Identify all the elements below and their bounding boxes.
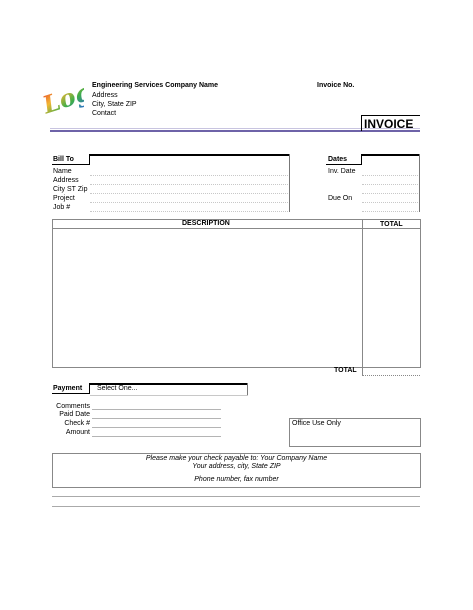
due-on-label: Due On [328, 195, 353, 202]
company-city: City, State ZIP [92, 101, 137, 108]
line-items-table[interactable] [52, 219, 421, 368]
payment-header: Payment [53, 385, 83, 392]
amount-field[interactable] [92, 436, 221, 437]
comments-label: Comments [56, 403, 90, 410]
bill-to-name-label: Name [53, 168, 72, 175]
comments-field[interactable] [92, 409, 221, 410]
payment-method-select[interactable]: Select One... [97, 385, 138, 392]
invoice-no-label: Invoice No. [317, 82, 355, 89]
total-label: TOTAL [334, 367, 357, 374]
bill-to-job-label: Job # [53, 204, 71, 211]
footer-line-2 [52, 506, 420, 507]
paid-date-field[interactable] [92, 418, 221, 419]
inv-date-label: Inv. Date [328, 168, 356, 175]
footer-phone: Phone number, fax number [194, 476, 279, 483]
office-use-label: Office Use Only [292, 420, 341, 427]
bill-to-project-label: Project [53, 195, 75, 202]
company-name: Engineering Services Company Name [92, 82, 219, 89]
logo-text: Logo [40, 76, 84, 118]
bill-to-address-label: Address [53, 177, 79, 184]
footer-address: Your address, city, State ZIP [192, 463, 281, 470]
invoice-title-bracket [361, 115, 362, 131]
paid-date-label: Paid Date [59, 411, 90, 418]
total-header: TOTAL [380, 221, 403, 228]
check-number-field[interactable] [92, 427, 221, 428]
check-number-label: Check # [64, 420, 90, 427]
company-logo [40, 76, 84, 118]
bill-to-header: Bill To [53, 156, 74, 163]
bill-to-project-field[interactable] [90, 202, 288, 203]
company-address: Address [92, 92, 118, 99]
bill-to-address-field[interactable] [90, 184, 288, 185]
bill-to-city-label: City ST Zip [53, 186, 88, 193]
bill-to-job-field[interactable] [90, 211, 288, 212]
total-amount-field[interactable] [362, 374, 420, 376]
due-on-field[interactable] [362, 202, 418, 203]
company-contact: Contact [92, 110, 117, 117]
description-header: DESCRIPTION [182, 220, 230, 227]
bill-to-top-rule [89, 154, 290, 156]
dates-header: Dates [328, 156, 348, 163]
bill-to-name-field[interactable] [90, 175, 288, 176]
bill-to-city-field[interactable] [90, 193, 288, 194]
amount-label: Amount [65, 429, 90, 436]
footer-line-1 [52, 496, 420, 497]
footer-payable-to: Please make your check payable to: Your Company Name [145, 455, 328, 462]
inv-date-field[interactable] [362, 175, 418, 176]
invoice-title: INVOICE [364, 117, 414, 131]
